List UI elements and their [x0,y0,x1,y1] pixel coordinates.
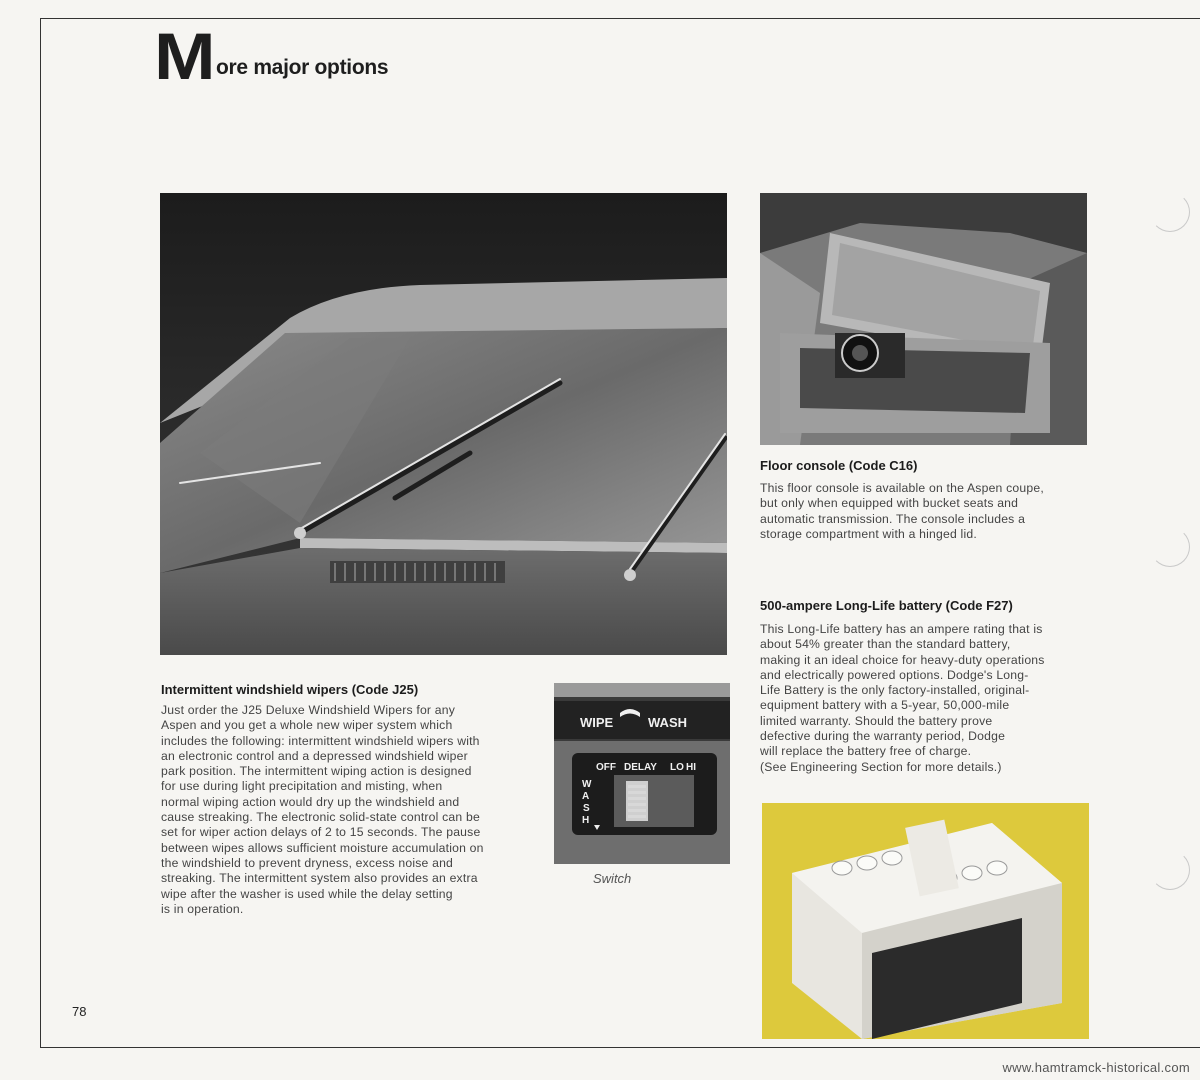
page-title [154,19,389,93]
text-line: but only when equipped with bucket seats and [760,496,1019,511]
console-heading: Floor console (Code C16) [760,458,918,473]
floor-console-photo [760,193,1087,445]
wiper-switch-photo [554,683,730,864]
console-body [760,481,1090,542]
battery-photo [762,803,1089,1039]
text-line: is in operation. [161,901,244,916]
text-line: Life Battery is the only factory-installed, original- [760,683,1030,698]
text-line: an electronic control and a depressed windshield wiper [161,748,468,763]
battery-heading: 500-ampere Long-Life battery (Code F27) [760,598,1013,613]
text-line: about 54% greater than the standard battery, [760,637,1011,652]
battery-body [760,622,1092,775]
switch-label-wipe: WIPE [580,715,614,730]
wipers-heading: Intermittent windshield wipers (Code J25) [161,682,419,697]
text-line: for use during light precipitation and misting, when [161,779,443,794]
text-line: wipe after the washer is used while the delay setting [161,886,453,901]
watermark-link[interactable]: www.hamtramck-historical.com [1002,1060,1190,1075]
text-line: making it an ideal choice for heavy-duty operations [760,652,1045,667]
switch-label-hi: HI [686,762,696,773]
switch-side-letter: W [582,779,592,790]
text-line: This floor console is available on the Aspen coupe, [760,481,1044,495]
binder-hole [1150,850,1190,890]
switch-label-off: OFF [596,762,616,773]
text-line: (See Engineering Section for more details.) [760,759,1002,774]
text-line: set for wiper action delays of 2 to 15 seconds. The pause [161,825,481,840]
text-line: defective during the warranty period, Dodge [760,729,1006,744]
binder-hole [1150,192,1190,232]
text-line: between wipes allows sufficient moisture accumulation on [161,840,484,855]
text-line: storage compartment with a hinged lid. [760,526,977,541]
switch-side-letter: H [582,815,590,826]
binder-hole [1150,527,1190,567]
text-line: limited warranty. Should the battery prove [760,713,993,728]
text-line: and electrically powered options. Dodge's Long- [760,667,1029,682]
switch-caption: Switch [593,871,632,886]
text-line: automatic transmission. The console includes a [760,511,1026,526]
text-line: park position. The intermittent wiping action is designed [161,764,472,779]
text-line: streaking. The intermittent system also provides an extra [161,871,478,886]
text-line: includes the following: intermittent windshield wipers with [161,733,480,748]
text-line: Aspen and you get a whole new wiper system which [161,718,453,733]
switch-label-delay: DELAY [624,762,657,773]
switch-label-lo: LO [670,762,684,773]
switch-side-letter: S [583,803,590,814]
text-line: will replace the battery free of charge. [760,744,972,759]
title-rest: ore major options [216,56,389,79]
text-line: cause streaking. The electronic solid-state control can be [161,810,480,825]
text-line: equipment battery with a 5-year, 50,000-mile [760,698,1010,713]
text-line: the windshield to prevent dryness, excess noise and [161,855,454,870]
switch-side-letter: A [582,791,590,802]
page-number: 78 [72,1004,87,1019]
title-initial: M [154,19,214,93]
text-line: normal wiping action would dry up the windshield and [161,794,460,809]
windshield-wiper-photo [160,193,727,655]
text-line: This Long-Life battery has an ampere rating that is [760,622,1043,636]
text-line: Just order the J25 Deluxe Windshield Wipers for any [161,703,456,717]
switch-label-wash: WASH [648,715,687,730]
wipers-body [161,703,546,917]
